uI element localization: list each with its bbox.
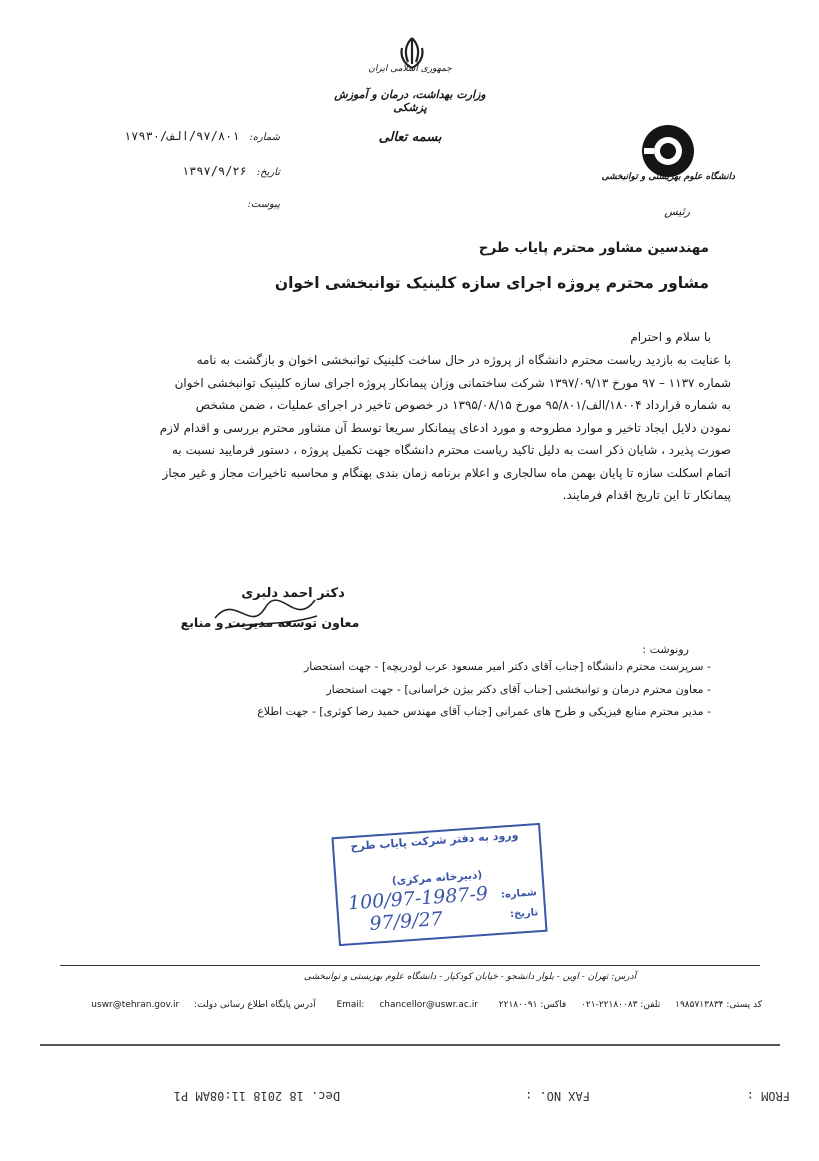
date-label: تاریخ: [256,167,280,178]
signatory-name: دکتر احمد دلبری [241,586,345,601]
stamp-number-label: شماره: [500,887,538,901]
body-line: صورت پذیرد ، شایان ذکر است به دلیل تاکید ریاست محترم دانشگاه جهت تکمیل پروژه ، دستور فرمایید نسبت به [171,443,731,457]
fax-from: FROM : [746,1089,790,1103]
ministry-line: وزارت بهداشت، درمان و آموزش پزشکی [334,88,486,114]
email-label: Email: [336,1000,365,1010]
footer-email-2[interactable]: uswr@tehran.gov.ir [91,1000,180,1010]
number-value: ۹۷/۸۰۱/الف/۱۷۹۳۰ [123,129,240,143]
body-line: با عنایت به بازدید ریاست محترم دانشگاه از پروژه در حال ساخت کلینیک توانبخشی اخوان و بازگشت به نامه [196,353,731,367]
university-logo-icon [640,123,696,179]
stamp-date-label: تاریخ: [509,907,539,921]
body-line: پیمانکار تا این تاریخ اقدام فرمایند. [562,488,731,502]
stamp-secretariat: (دبیرخانه مرکزی) [391,869,483,888]
fax-divider [40,1044,780,1046]
footer-contacts [91,1000,768,1010]
letter-attachment [90,196,280,210]
stamp-company: ورود به دفتر شرکت پایاب طرح [350,828,519,854]
receipt-stamp [331,823,547,946]
university-name: دانشگاه علوم بهزیستی و توانبخشی [601,172,735,182]
letter-body [131,349,731,507]
footer-divider [60,965,760,966]
signatory-title: معاون توسعه مدیریت و منابع [180,615,360,630]
footer-site-label: آدرس پایگاه اطلاع رسانی دولت: [194,1000,316,1010]
attachment-label: پیوست: [247,199,280,210]
letter-number [90,129,280,143]
letter-date [90,164,280,178]
email-address[interactable]: chancellor@uswr.ac.ir [379,1000,478,1010]
body-line: نمودن دلایل ایجاد تاخیر و موارد مطروحه و مورد ادعای پیمانکار سریعا توسط آن مشاور محترم بررسی و اقدام لازم [159,420,731,435]
fax-date: Dec. 18 2018 11:08AM P1 [173,1089,340,1103]
footer-phone: تلفن: ۲۲۱۸۰۰۸۳-۰۲۱ [581,1000,661,1010]
number-label: شماره: [249,132,280,143]
footer-postal: کد پستی: ۱۹۸۵۷۱۳۸۳۴ [675,1000,762,1010]
cc-heading: رونوشت : [642,643,689,656]
fax-header [100,1085,790,1103]
stamp-number-value: 100/97-1987-9 [347,882,489,915]
office-title: رئیس [664,205,690,218]
cc-item: - سرپرست محترم دانشگاه [جناب آقای دکتر امیر مسعود عرب لودریچه] - جهت استحضار [303,660,711,673]
stamp-date-value: 97/9/27 [368,907,444,935]
footer-address: آدرس: تهران - اوین - بلوار دانشجو - خیابان کودکیار - دانشگاه علوم بهزیستی و توانبخشی [303,972,637,982]
greeting: با سلام و احترام [630,330,711,344]
footer-email [330,1000,483,1010]
fax-number-label: FAX NO. : [524,1089,590,1103]
footer-fax: فاکس: ۲۲۱۸۰۰۹۱ [498,1000,567,1010]
date-value: ۱۳۹۷/۹/۲۶ [181,164,247,178]
body-line: شماره ۱۱۳۷ – ۹۷ مورخ ۱۳۹۷/۰۹/۱۳ شرکت ساختمانی وزان پیمانکار پروژه اجرای سازه کلینیک توانبخشی اخوان [174,375,731,390]
cc-item: - مدیر محترم منابع فیزیکی و طرح های عمرانی [جناب آقای مهندس حمید رضا کوثری] - جهت اطلاع [257,705,711,718]
body-line: به شماره قرارداد ۱۸۰۰۴/الف/۹۵/۸۰۱ مورخ ۱۳۹۵/۰۸/۱۵ در خصوص تاخیر در اجرای عملیات ، ضمن مشخص [195,398,731,412]
body-line: اتمام اسکلت سازه تا پایان بهمن ماه سالجاری و اعلام برنامه زمان بندی بهنگام و محاسبه تاخیرات مجاز و غیر مجاز [162,465,731,480]
government-line: جمهوری اسلامی ایران [368,64,452,74]
bismillah: بسمه تعالی [378,130,442,145]
cc-item: - معاون محترم درمان و توانبخشی [جناب آقای دکتر بیژن خراسانی] - جهت استحضار [326,683,711,696]
recipient-line-1: مهندسین مشاور محترم پایاب طرح [478,240,709,256]
recipient-line-2: مشاور محترم پروژه اجرای سازه کلینیک توانبخشی اخوان [274,274,709,292]
